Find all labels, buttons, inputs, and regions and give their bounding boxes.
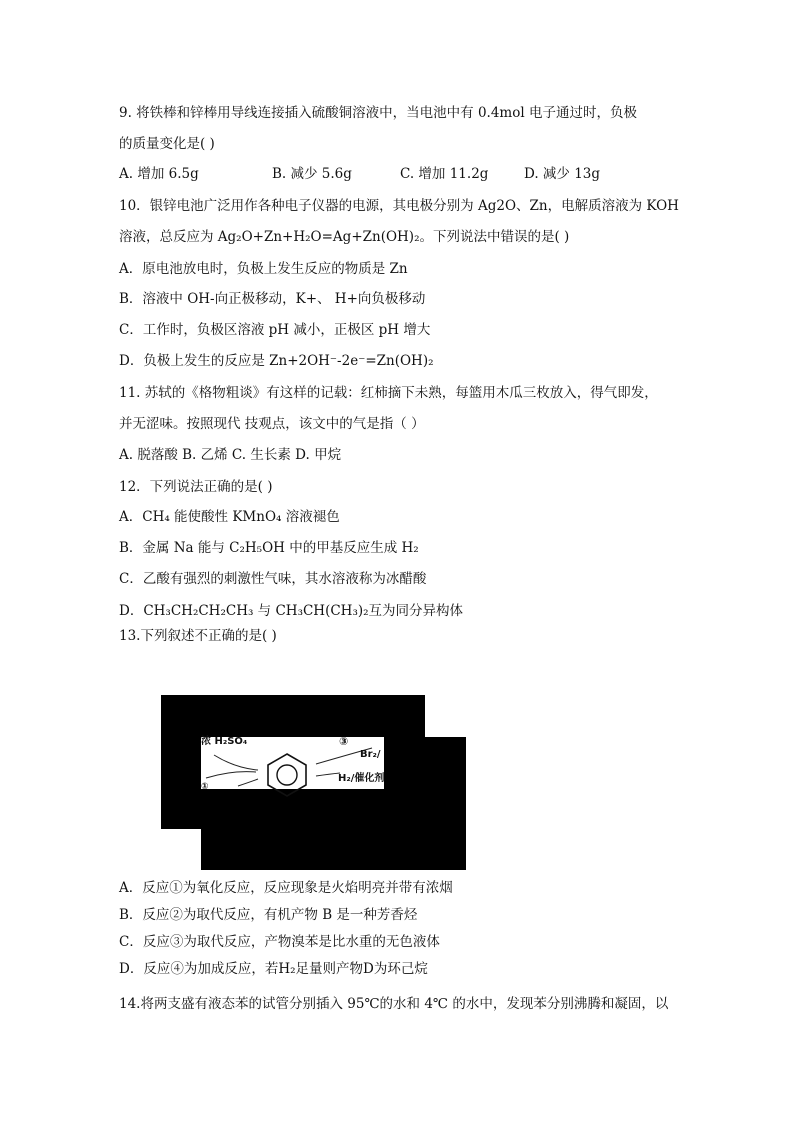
q12-option-a: A．CH₄ 能使酸性 KMnO₄ 溶液褪色 — [119, 509, 340, 525]
redaction-block-left — [161, 737, 201, 789]
q9-option-b: B. 减少 5.6g — [272, 166, 352, 182]
q13-option-a: A．反应①为氧化反应，反应现象是火焰明亮并带有浓烟 — [119, 880, 453, 896]
q13-option-d: D．反应④为加成反应，若H₂足量则产物D为环己烷 — [119, 961, 428, 977]
redaction-block-right — [426, 737, 466, 870]
q11-options: A. 脱落酸 B. 乙烯 C. 生长素 D. 甲烷 — [119, 447, 342, 463]
reagent-h2-catalyst-label: H₂/催化剂 — [338, 773, 385, 784]
q12-option-c: C．乙酸有强烈的刺激性气味，其水溶液称为冰醋酸 — [119, 571, 427, 587]
reagent-br2-label: Br₂/ — [360, 749, 381, 760]
q9-option-c: C. 增加 11.2g — [400, 166, 489, 182]
q10-stem-line1: 10．银锌电池广泛用作各种电子仪器的电源，其电极分别为 Ag2O、Zn，电解质溶液为 KOH — [119, 198, 679, 214]
q10-option-c: C．工作时，负极区溶液 pH 减小，正极区 pH 增大 — [119, 322, 431, 338]
q12-stem: 12．下列说法正确的是( ) — [119, 479, 273, 495]
q13-option-c: C．反应③为取代反应，产物溴苯是比水重的无色液体 — [119, 934, 440, 950]
reaction-3-marker: ③ — [339, 735, 349, 748]
redaction-block-top — [161, 695, 425, 737]
q9-option-a: A. 增加 6.5g — [119, 166, 199, 182]
reagent-h2so4-label: 浓 H₂SO₄ — [201, 736, 248, 747]
redaction-block-right-inner — [384, 737, 426, 789]
q14-stem-line1: 14.将两支盛有液态苯的试管分别插入 95℃的水和 4℃ 的水中，发现苯分别沸腾和凝固，以 — [119, 996, 669, 1012]
q9-stem-line2: 的质量变化是( ) — [119, 136, 215, 152]
q12-option-b: B．金属 Na 能与 C₂H₅OH 中的甲基反应生成 H₂ — [119, 540, 419, 556]
q10-stem-line2: 溶液，总反应为 Ag₂O+Zn+H₂O=Ag+Zn(OH)₂。下列说法中错误的是( ) — [119, 229, 570, 245]
q9-option-d: D. 减少 13g — [524, 166, 601, 182]
q13-stem: 13.下列叙述不正确的是( ) — [119, 628, 277, 644]
redaction-block-bottom — [201, 829, 426, 870]
q12-option-d: D．CH₃CH₂CH₂CH₃ 与 CH₃CH(CH₃)₂互为同分异构体 — [119, 603, 464, 619]
q9-stem-line1: 9. 将铁棒和锌棒用导线连接插入硫酸铜溶液中，当电池中有 0.4mol 电子通过时，负极 — [119, 105, 637, 121]
q10-option-a: A．原电池放电时，负极上发生反应的物质是 Zn — [119, 261, 408, 277]
q10-option-d: D．负极上发生的反应是 Zn+2OH⁻-2e⁻=Zn(OH)₂ — [119, 353, 434, 369]
q10-option-b: B．溶液中 OH-向正极移动，K+、 H+向负极移动 — [119, 291, 426, 307]
q11-stem-line2: 并无涩味。按照现代 技观点，该文中的气是指（ ） — [119, 416, 425, 432]
q11-stem-line1: 11. 苏轼的《格物粗谈》有这样的记载：红柿摘下未熟，每篮用木瓜三枚放入，得气即发， — [119, 385, 658, 401]
q13-option-b: B．反应②为取代反应，有机产物 B 是一种芳香烃 — [119, 907, 418, 923]
reaction-1-marker: ① — [201, 782, 209, 792]
